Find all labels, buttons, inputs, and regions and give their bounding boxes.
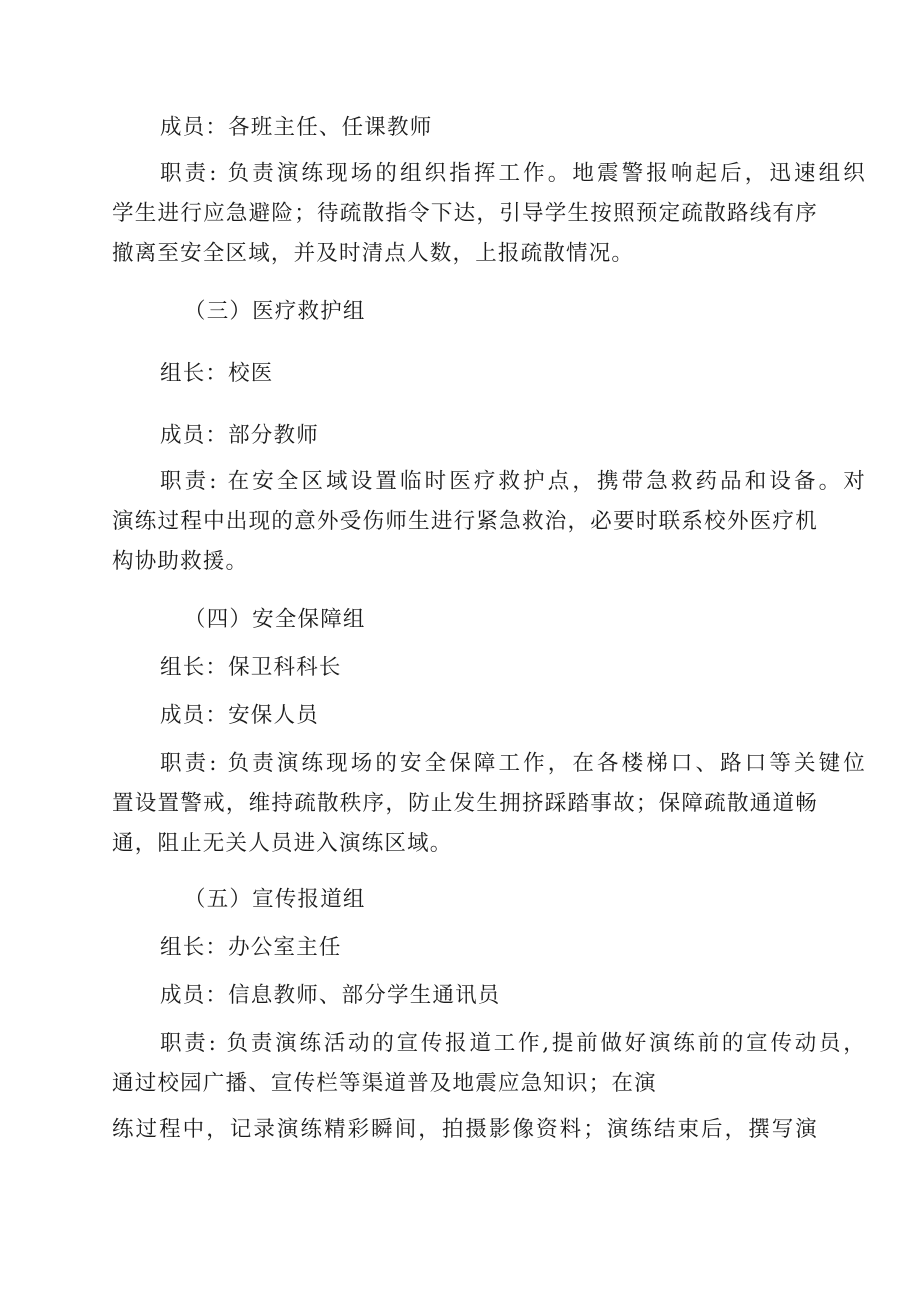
class-group-members: 成员：各班主任、任课教师 bbox=[160, 115, 433, 140]
publicity-group-duty-line-1: 职责: 负责演练活动的宣传报道工作,提前做好演练前的宣传动员， bbox=[160, 1031, 866, 1056]
medical-group-duty-line-1: 职责: 在安全区域设置临时医疗救护点，携带急救药品和设备。对 bbox=[160, 469, 866, 494]
security-group-leader: 组长：保卫科科长 bbox=[160, 655, 342, 680]
security-group-duty-line-2: 置设置警戒，维持疏散秩序，防止发生拥挤踩踏事故；保障疏散通道畅 bbox=[112, 791, 818, 816]
security-group-members: 成员：安保人员 bbox=[160, 703, 319, 728]
medical-group-duty-line-3: 构协助救援。 bbox=[112, 549, 249, 574]
medical-group-heading: （三）医疗救护组 bbox=[184, 299, 366, 324]
security-group-duty-line-3: 通，阻止无关人员进入演练区域。 bbox=[112, 831, 453, 856]
class-group-duty-line-3: 撤离至安全区域，并及时清点人数，上报疏散情况。 bbox=[112, 241, 635, 266]
class-group-duty-line-1: 职责: 负责演练现场的组织指挥工作。地震警报响起后，迅速组织 bbox=[160, 161, 866, 186]
medical-group-members: 成员：部分教师 bbox=[160, 423, 319, 448]
publicity-group-members: 成员：信息教师、部分学生通讯员 bbox=[160, 983, 501, 1008]
medical-group-duty-line-2: 演练过程中出现的意外受伤师生进行紧急救治，必要时联系校外医疗机 bbox=[112, 509, 818, 534]
publicity-group-duty-line-3: 练过程中，记录演练精彩瞬间，拍摄影像资料；演练结束后，撰写演 bbox=[112, 1117, 818, 1142]
class-group-duty-line-2: 学生进行应急避险；待疏散指令下达，引导学生按照预定疏散路线有序 bbox=[112, 201, 818, 226]
security-group-heading: （四）安全保障组 bbox=[184, 607, 366, 632]
security-group-duty-line-1: 职责: 负责演练现场的安全保障工作，在各楼梯口、路口等关键位 bbox=[160, 751, 866, 776]
medical-group-leader: 组长：校医 bbox=[160, 361, 274, 386]
publicity-group-heading: （五）宣传报道组 bbox=[184, 887, 366, 912]
publicity-group-leader: 组长：办公室主任 bbox=[160, 935, 342, 960]
publicity-group-duty-line-2: 通过校园广播、宣传栏等渠道普及地震应急知识；在演 bbox=[112, 1071, 657, 1096]
